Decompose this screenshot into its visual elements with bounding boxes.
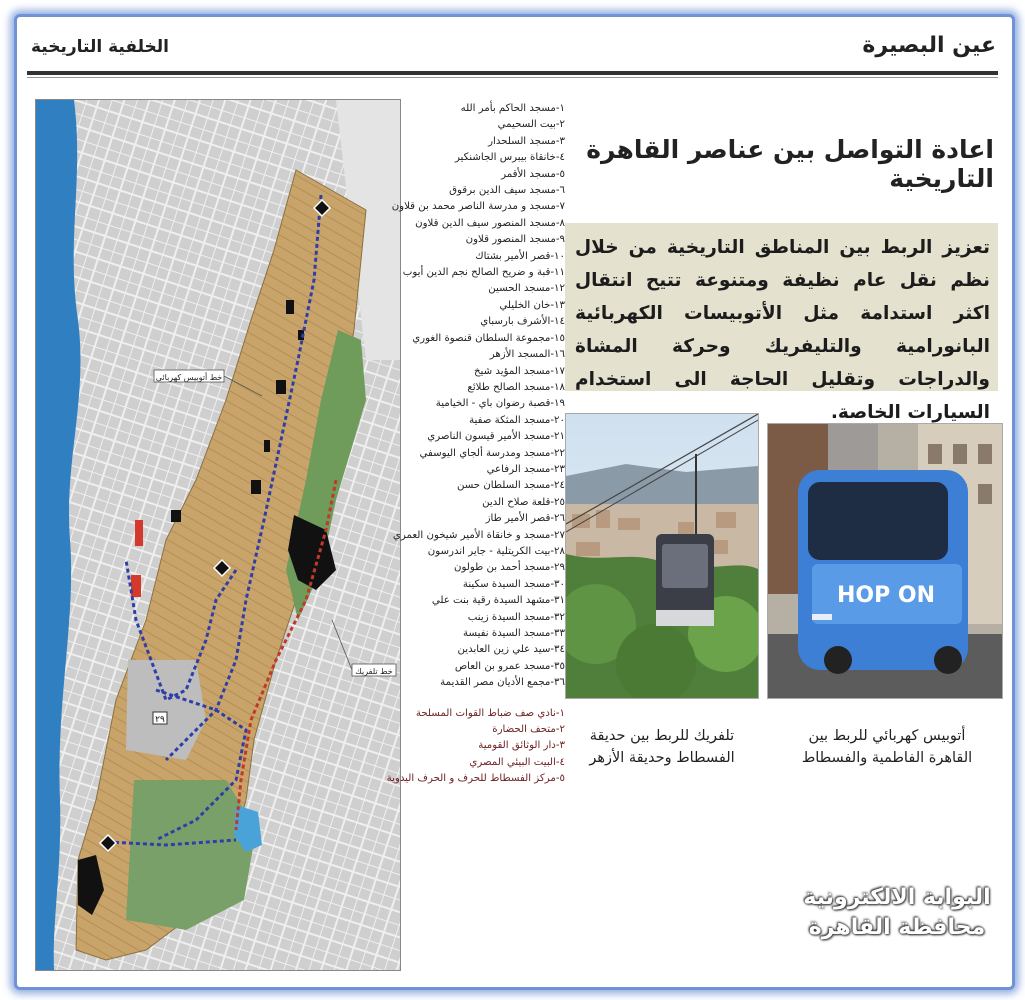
landmark-item: ٢٥-قلعة صلاح الدين <box>482 496 565 508</box>
electric-bus-caption: أتوبيس كهربائي للربط بين القاهرة الفاطمية والفسطاط <box>801 728 973 766</box>
landmark-item: ٢٩-مسجد أحمد بن طولون <box>454 562 565 574</box>
landmark-item: ١٨-مسجد الصالح طلائع <box>467 381 565 393</box>
watermark-line-1: البوابة الالكترونية <box>803 885 991 910</box>
portal-watermark <box>797 883 997 943</box>
cable-car-caption: تلفريك للربط بين حديقة الفسطاط وحديقة الأزهر <box>589 728 735 766</box>
landmark-item: ٣٤-سيد علي زين العابدين <box>457 644 565 656</box>
legend-landmarks <box>391 101 565 692</box>
landmark-item: ٢٧-مسجد و خانقاة الأمير شيخون العمري <box>392 529 565 541</box>
route-map <box>35 99 401 971</box>
page-header <box>25 33 1000 73</box>
section-title-left: الخلفية التاريخية <box>31 37 170 57</box>
legend-facilities <box>386 706 565 788</box>
landmark-item: ١٣-خان الخليلي <box>499 299 565 311</box>
bus-text: HOP ON <box>836 583 936 608</box>
facility-item: ٥-مركز الفسطاط للحرف و الحرف اليدوية <box>386 773 565 785</box>
landmark-item: ٢-بيت السحيمي <box>497 119 565 131</box>
landmark-item: ٣١-مشهد السيدة رقية بنت علي <box>431 595 565 607</box>
landmark-item: ٣٢-مسجد السيدة زينب <box>467 611 565 623</box>
landmark-item: ١٩-قصبة رضوان باي - الخيامية <box>435 398 565 410</box>
watermark-line-2: محافظة القاهرة <box>808 915 986 940</box>
landmark-item: ٨-مسجد المنصور سيف الدين قلاون <box>415 217 565 229</box>
map-building-number: ٢٩ <box>155 715 165 725</box>
cable-car-photo <box>565 413 759 699</box>
landmark-item: ٣٣-مسجد السيدة نفيسة <box>463 628 565 639</box>
facility-item: ٢-متحف الحضارة <box>492 724 565 736</box>
facility-item: ٣-دار الوثائق القومية <box>478 740 565 752</box>
landmark-item: ٢٠-مسجد المثكة صفية <box>469 414 565 426</box>
landmark-item: ٥-مسجد الأقمر <box>501 168 565 180</box>
route-map-graphic <box>36 100 400 970</box>
landmark-item: ٦-مسجد سيف الدين برقوق <box>449 185 565 197</box>
landmark-item: ٧-مسجد و مدرسة الناصر محمد بن قلاون <box>391 201 565 213</box>
landmark-item: ٣٠-مسجد السيدة سكينة <box>462 578 565 590</box>
article-lead: تعزيز الربط بين المناطق التاريخية من خلال نظم نقل عام نظيفة ومتنوعة تتيح انتقال اكثر استدامة مثل الأتوبيسات الكهربائية البانورامية والتليفريك وحركة المشاة والدراجات وتقليل الحاجة الى استخدام السيارات الخاصة. <box>565 223 998 391</box>
landmark-item: ١٠-قصر الأمير بشتاك <box>475 250 565 262</box>
landmark-item: ٩-مسجد المنصور قلاون <box>465 234 565 246</box>
section-title-right: عين البصيرة <box>862 33 996 58</box>
landmark-item: ٢٤-مسجد السلطان حسن <box>456 480 565 492</box>
landmark-item: ٣٦-مجمع الأديان مصر القديمة <box>440 677 565 689</box>
landmark-item: ١٢-مسجد الحسين <box>488 283 565 295</box>
header-rule-thin <box>27 77 998 78</box>
electric-bus-photo <box>767 423 1003 699</box>
map-label-bus-line: خط أتوبيس كهربائي <box>155 373 223 382</box>
landmark-item: ١٦-المسجد الأزهر <box>489 349 565 361</box>
landmark-item: ١١-قبة و ضريح الصالح نجم الدين أيوب <box>402 267 565 279</box>
landmark-item: ١٤-الأشرف بارسباي <box>480 316 565 328</box>
map-legend <box>386 101 565 788</box>
landmark-item: ٢٣-مسجد الرفاعي <box>486 463 565 475</box>
landmark-item: ٢٢-مسجد ومدرسة ألجاي اليوسفي <box>419 447 565 459</box>
landmark-item: ٢٨-بيت الكريتلية - جاير اندرسون <box>427 545 565 557</box>
landmark-item: ٢١-مسجد الأمير قيسون الناصري <box>427 431 565 443</box>
article-title: اعادة التواصل بين عناصر القاهرة التاريخية <box>586 135 994 193</box>
landmark-item: ٣٥-مسجد عمرو بن العاص <box>454 660 565 672</box>
map-label-cable-line: خط تلفريك <box>355 667 393 676</box>
landmark-item: ٤-خانقاة بيبرس الجاشنكير <box>454 152 565 164</box>
landmark-item: ١٧-مسجد المؤيد شيخ <box>473 365 565 377</box>
landmark-item: ١٥-مجموعة السلطان قنصوة الغوري <box>412 332 565 344</box>
newspaper-page <box>14 14 1015 990</box>
landmark-item: ٢٦-قصر الأمير طاز <box>485 513 565 525</box>
facility-item: ٤-البيت البيئي المصري <box>469 756 565 768</box>
header-rule <box>27 71 998 75</box>
landmark-item: ٣-مسجد السلحدار <box>488 135 565 147</box>
landmark-item: ١-مسجد الحاكم بأمر الله <box>460 103 565 114</box>
facility-item: ١-نادي صف ضباط القوات المسلحة <box>415 707 565 719</box>
